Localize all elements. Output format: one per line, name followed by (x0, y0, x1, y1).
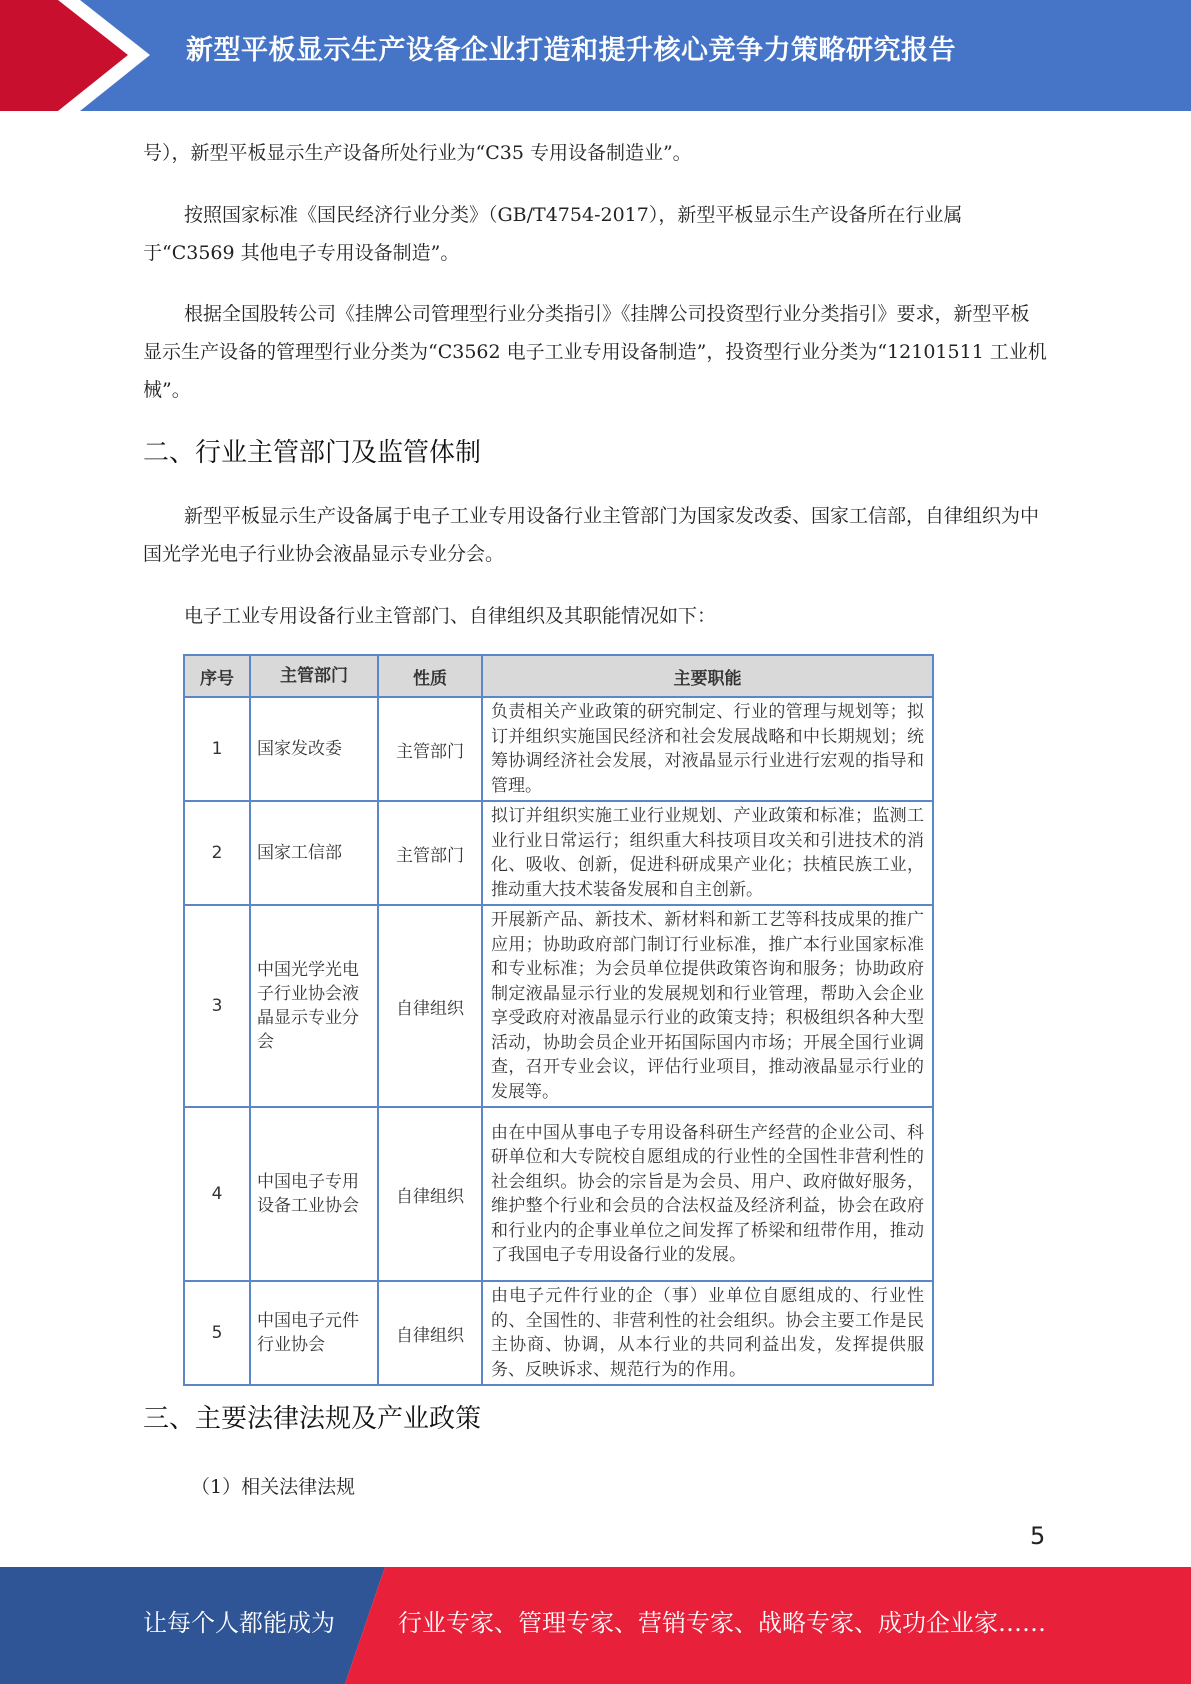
cell-department: 国家发改委 (250, 697, 378, 801)
paragraph-industry-class: 号），新型平板显示生产设备所处行业为“C35 专用设备制造业”。 (143, 142, 692, 164)
cell-duty: 由在中国从事电子专用设备科研生产经营的企业公司、科研单位和大专院校自愿组成的行业性的全国性非营利性的社会组织。协会的宗旨是为会员、用户、政府做好服务，维护整个行业和会员的合法权益及经济利益，协会在政府和行业内的企事业单位之间发挥了桥梁和纽带作用，推动了我国电子专用设备行业的发展。 (482, 1107, 933, 1281)
cell-department: 中国光学光电子行业协会液晶显示专业分会 (250, 905, 378, 1107)
cell-duty: 开展新产品、新技术、新材料和新工艺等科技成果的推广应用；协助政府部门制订行业标准，推广本行业国家标准和专业标准；为会员单位提供政策咨询和服务；协助政府制定液晶显示行业的发展规划和行业管理，帮助入会企业享受政府对液晶显示行业的政策支持；积极组织各种大型活动，协助会员企业开拓国际国内市场；开展全国行业调查，召开专业会议，评估行业项目，推动液晶显示行业的发展等。 (482, 905, 933, 1107)
cell-department: 中国电子元件行业协会 (250, 1281, 378, 1385)
cell-duty: 由电子元件行业的企（事）业单位自愿组成的、行业性的、全国性的、非营利性的社会组织。协会主要工作是民主协商、协调，从本行业的共同利益出发，发挥提供服务、反映诉求、规范行为的作用。 (482, 1281, 933, 1385)
cell-duty: 负责相关产业政策的研究制定、行业的管理与规划等；拟订并组织实施国民经济和社会发展战略和中长期规划；统筹协调经济社会发展，对液晶显示行业进行宏观的指导和管理。 (482, 697, 933, 801)
cell-number: 4 (184, 1107, 250, 1281)
cell-nature: 主管部门 (378, 697, 482, 801)
paragraph-neeq-classification: 根据全国股转公司《挂牌公司管理型行业分类指引》《挂牌公司投资型行业分类指引》要求，新型平板显示生产设备的管理型行业分类为“C3562 电子工业专用设备制造”，投资型行业分类为“12101511 工业机械”。 (143, 303, 1047, 401)
cell-nature: 自律组织 (378, 1107, 482, 1281)
page-header (0, 0, 1191, 111)
table-row (184, 697, 933, 801)
subheading-laws: （1）相关法律法规 (191, 1476, 356, 1498)
cell-nature: 主管部门 (378, 801, 482, 905)
paragraph-national-standard: 按照国家标准《国民经济行业分类》（GB/T4754-2017），新型平板显示生产设备所在行业属于“C3569 其他电子专用设备制造”。 (143, 204, 963, 264)
col-header-number: 序号 (184, 655, 250, 697)
page-footer (0, 1567, 1191, 1684)
page-number: 5 (1030, 1522, 1046, 1550)
table-header-row (184, 655, 933, 697)
cell-department: 中国电子专用设备工业协会 (250, 1107, 378, 1281)
col-header-nature: 性质 (378, 655, 482, 697)
footer-slogan-right: 行业专家、管理专家、营销专家、战略专家、成功企业家…… (398, 1609, 1046, 1637)
section-heading-laws: 三、主要法律法规及产业政策 (143, 1404, 482, 1434)
cell-department: 国家工信部 (250, 801, 378, 905)
cell-nature: 自律组织 (378, 1281, 482, 1385)
cell-number: 5 (184, 1281, 250, 1385)
cell-number: 3 (184, 905, 250, 1107)
authorities-table (183, 654, 934, 1386)
footer-slogan-left: 让每个人都能成为 (143, 1609, 335, 1637)
cell-number: 1 (184, 697, 250, 801)
col-header-duty: 主要职能 (482, 655, 933, 697)
paragraph-authorities: 新型平板显示生产设备属于电子工业专用设备行业主管部门为国家发改委、国家工信部，自律组织为中国光学光电子行业协会液晶显示专业分会。 (143, 505, 1040, 565)
cell-nature: 自律组织 (378, 905, 482, 1107)
cell-number: 2 (184, 801, 250, 905)
section-heading-regulation: 二、行业主管部门及监管体制 (143, 438, 482, 468)
col-header-department: 主管部门 (250, 655, 378, 697)
table-row (184, 905, 933, 1107)
cell-duty: 拟订并组织实施工业行业规划、产业政策和标准；监测工业行业日常运行；组织重大科技项目攻关和引进技术的消化、吸收、创新，促进科研成果产业化；扶植民族工业，推动重大技术装备发展和自主创新。 (482, 801, 933, 905)
table-row (184, 801, 933, 905)
table-row (184, 1107, 933, 1281)
header-title: 新型平板显示生产设备企业打造和提升核心竞争力策略研究报告 (186, 35, 956, 66)
table-row (184, 1281, 933, 1385)
paragraph-table-intro: 电子工业专用设备行业主管部门、自律组织及其职能情况如下： (184, 605, 717, 627)
